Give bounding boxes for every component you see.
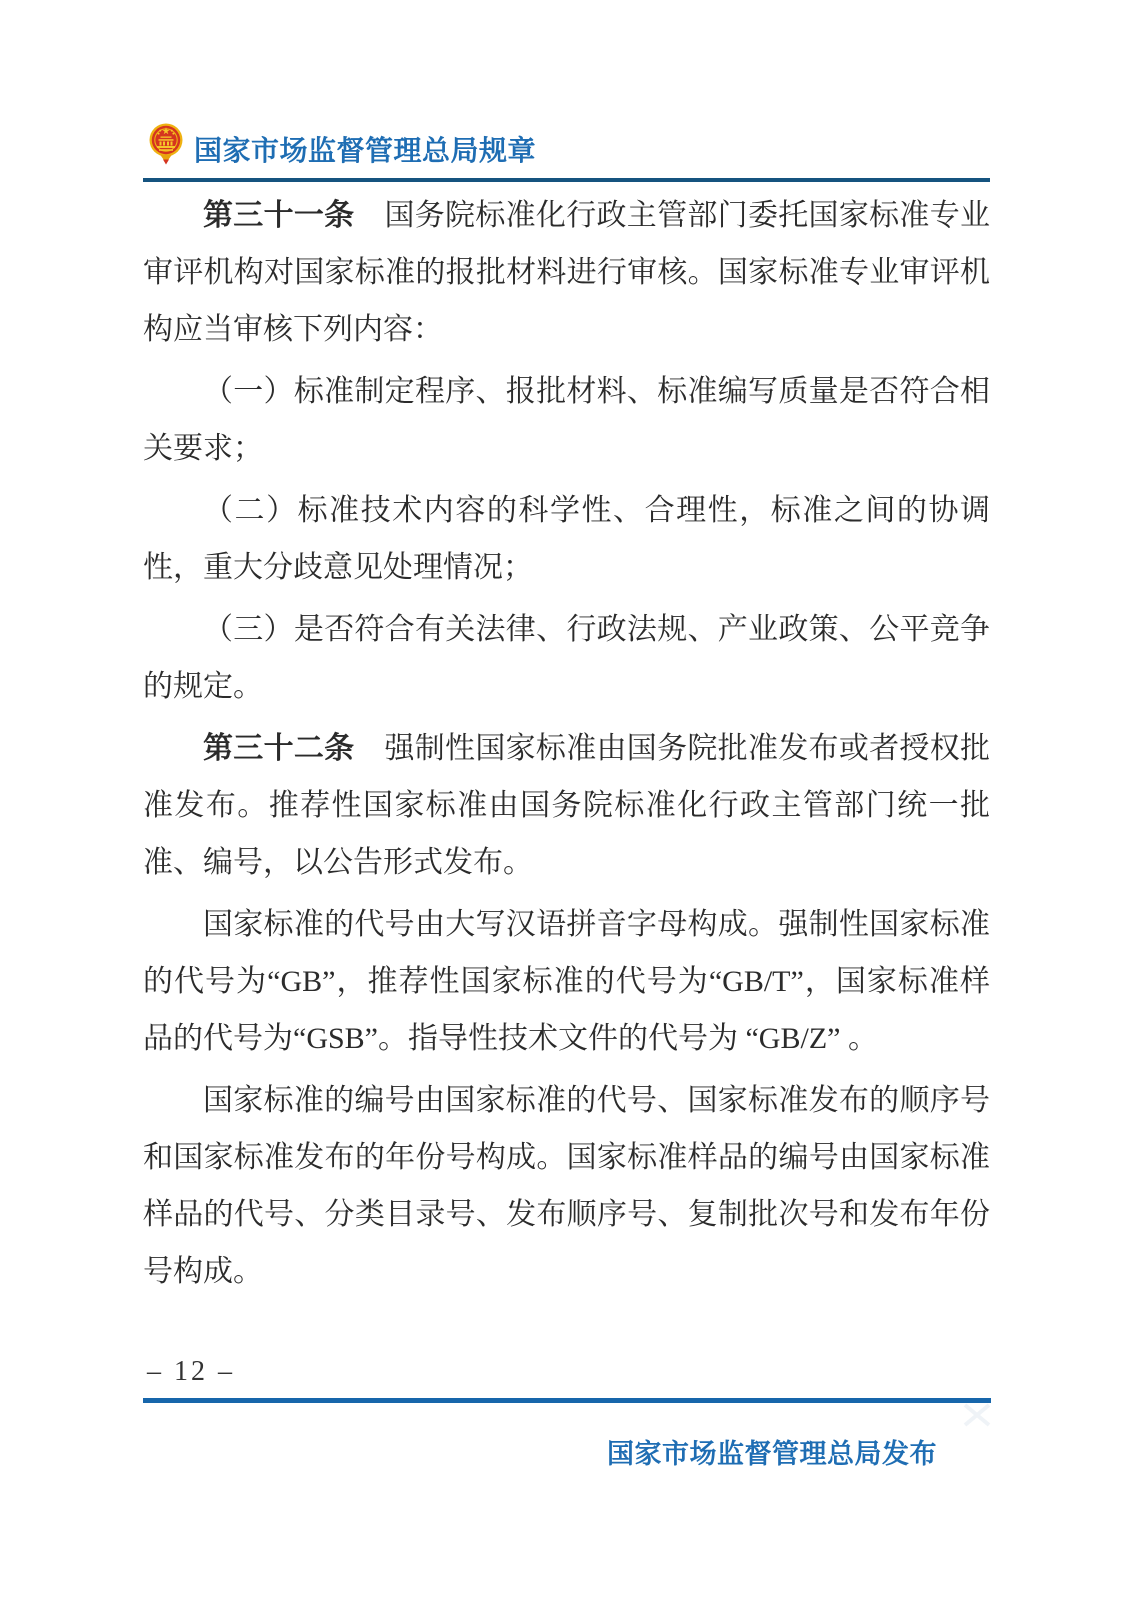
item-1-text: （一）标准制定程序、报批材料、标准编写质量是否符合相关要求； (143, 375, 990, 465)
page-number: – 12 – (147, 1356, 235, 1387)
item-2-text: （二）标准技术内容的科学性、合理性，标准之间的协调性，重大分歧意见处理情况； (143, 494, 990, 584)
page-title: 国家市场监督管理总局规章 (194, 135, 537, 166)
article-31-item-3 (143, 601, 990, 715)
article-31-lead: 第三十一条 (203, 199, 355, 232)
document-body (143, 187, 990, 1300)
header-divider (143, 178, 990, 182)
article-32-paragraph (143, 720, 990, 891)
article-31-item-2 (143, 482, 990, 596)
article-32-paragraph-3 (143, 1072, 990, 1300)
codes-paragraph-text: 国家标准的代号由大写汉语拼音字母构成。强制性国家标准的代号为“GB”，推荐性国家标准的代号为“GB/T”，国家标准样品的代号为“GSB”。指导性技术文件的代号为 “GB/Z” 。 (143, 908, 990, 1055)
article-32-text: 强制性国家标准由国务院批准发布或者授权批准发布。推荐性国家标准由国务院标准化行政主管部门统一批准、编号，以公告形式发布。 (143, 732, 991, 879)
article-31-text: 国务院标准化行政主管部门委托国家标准专业审评机构对国家标准的报批材料进行审核。国家标准专业审评机构应当审核下列内容： (143, 199, 991, 346)
china-national-emblem-icon (149, 121, 183, 167)
footer-divider (143, 1398, 991, 1403)
scan-artifact-x-mark (963, 1403, 991, 1427)
article-32-lead: 第三十二条 (203, 732, 355, 765)
article-31-item-1 (143, 363, 990, 477)
item-3-text: （三）是否符合有关法律、行政法规、产业政策、公平竞争的规定。 (143, 613, 990, 703)
numbering-paragraph-text: 国家标准的编号由国家标准的代号、国家标准发布的顺序号和国家标准发布的年份号构成。国家标准样品的编号由国家标准样品的代号、分类目录号、发布顺序号、复制批次号和发布年份号构成。 (143, 1084, 990, 1288)
article-31-paragraph (143, 187, 990, 358)
article-32-paragraph-2 (143, 896, 990, 1067)
publisher-label: 国家市场监督管理总局发布 (607, 1439, 937, 1469)
